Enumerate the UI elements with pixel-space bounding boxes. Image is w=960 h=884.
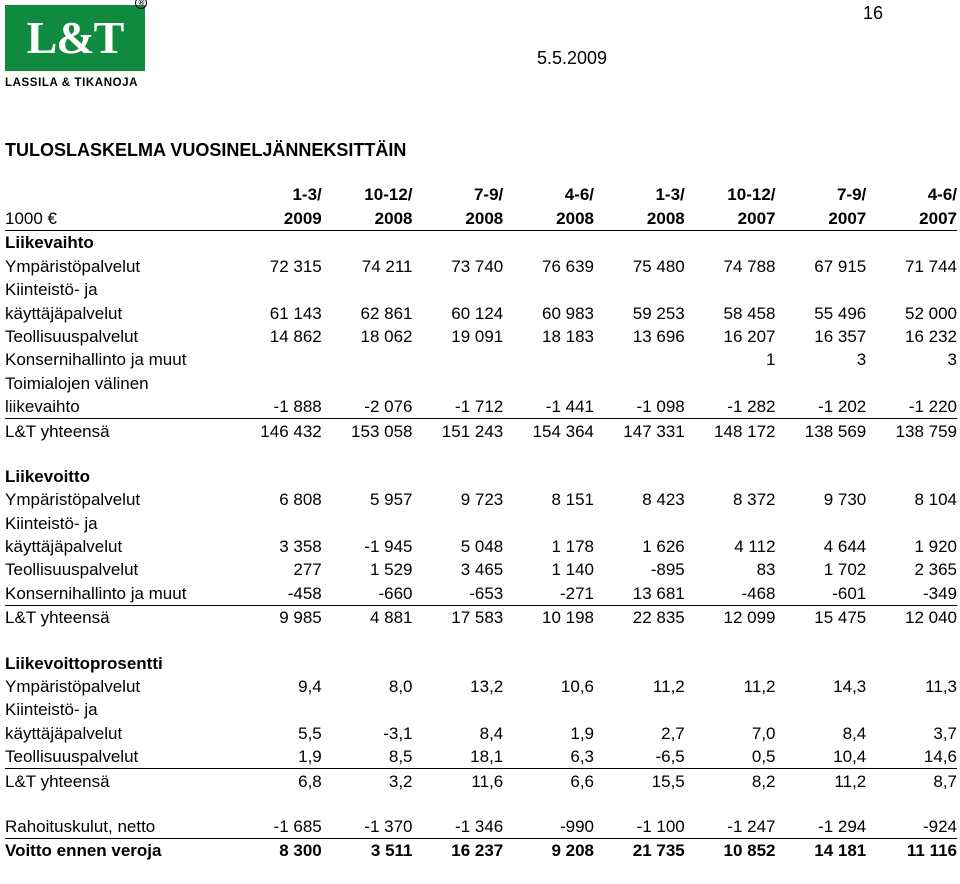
value-cell: 15,5 xyxy=(594,769,685,793)
value-cell: -1 945 xyxy=(364,537,413,557)
value-cell: 8 104 xyxy=(914,490,957,510)
table-row xyxy=(5,325,957,348)
row-label: Teollisuuspalvelut xyxy=(5,326,139,346)
value-cell: 19 091 xyxy=(451,326,504,346)
value-cell: 16 232 xyxy=(905,326,957,346)
value-cell xyxy=(594,698,685,721)
column-period-header: 1-3/ xyxy=(655,185,685,204)
company-logo xyxy=(5,0,145,89)
value-cell xyxy=(231,278,322,301)
value-cell: -1 685 xyxy=(273,816,322,836)
value-cell: 5 048 xyxy=(460,537,504,557)
value-cell: 3 xyxy=(947,350,957,370)
value-cell: 138 569 xyxy=(776,419,867,443)
table-row xyxy=(5,558,957,581)
table-row xyxy=(5,698,957,721)
value-cell: 14,6 xyxy=(923,747,957,767)
value-cell: -1 888 xyxy=(273,397,322,417)
value-cell: 74 788 xyxy=(723,256,776,276)
value-cell xyxy=(866,371,957,394)
value-cell: -1 220 xyxy=(908,397,957,417)
value-cell: 11,2 xyxy=(743,677,776,697)
table-row xyxy=(5,488,957,511)
value-cell xyxy=(322,698,413,721)
document-date: 5.5.2009 xyxy=(537,48,608,68)
total-row xyxy=(5,419,957,443)
value-cell: -1 247 xyxy=(727,816,776,836)
value-cell xyxy=(776,371,867,394)
value-cell: 15 475 xyxy=(776,605,867,629)
value-cell xyxy=(594,511,685,534)
value-cell: -458 xyxy=(287,583,322,603)
value-cell: 9 723 xyxy=(460,490,504,510)
value-cell: -2 076 xyxy=(364,397,413,417)
value-cell: 18 183 xyxy=(542,326,594,346)
value-cell: 3 358 xyxy=(279,537,322,557)
value-cell: 60 124 xyxy=(451,303,504,323)
company-name: LASSILA & TIKANOJA xyxy=(5,77,139,89)
value-cell: 67 915 xyxy=(814,256,867,276)
registered-mark: ® xyxy=(135,0,147,9)
value-cell: 1 140 xyxy=(551,560,594,580)
value-cell: 147 331 xyxy=(594,419,685,443)
column-year-header: 2008 xyxy=(413,206,504,231)
value-cell: 2 365 xyxy=(914,560,957,580)
section-heading: Liikevoitto xyxy=(5,466,91,486)
value-cell: 71 744 xyxy=(905,256,957,276)
value-cell: 5 957 xyxy=(369,490,413,510)
value-cell: 58 458 xyxy=(723,303,776,323)
value-cell: 8,2 xyxy=(685,769,776,793)
value-cell: 1 529 xyxy=(369,560,413,580)
value-cell xyxy=(413,511,504,534)
spacer-row xyxy=(5,629,957,651)
spacer-row xyxy=(5,793,957,815)
value-cell: 1,9 xyxy=(570,723,594,743)
value-cell: 1 920 xyxy=(914,537,957,557)
column-period-header: 4-6/ xyxy=(564,185,594,204)
value-cell: 18,1 xyxy=(470,747,504,767)
value-cell: 6,8 xyxy=(231,769,322,793)
table-body xyxy=(5,231,957,863)
value-cell: 52 000 xyxy=(905,303,957,323)
value-cell: 12 099 xyxy=(685,605,776,629)
value-cell xyxy=(685,278,776,301)
value-cell xyxy=(866,511,957,534)
value-cell: 3,2 xyxy=(322,769,413,793)
column-period-header: 4-6/ xyxy=(927,185,957,204)
value-cell: -1 098 xyxy=(636,397,685,417)
value-cell: -1 202 xyxy=(818,397,867,417)
value-cell xyxy=(503,278,594,301)
value-cell: 138 759 xyxy=(866,419,957,443)
value-cell: 14,3 xyxy=(833,677,867,697)
column-year-header: 2008 xyxy=(594,206,685,231)
value-cell: 8 151 xyxy=(551,490,594,510)
row-label: liikevaihto xyxy=(5,397,80,417)
value-cell: 153 058 xyxy=(322,419,413,443)
value-cell: 59 253 xyxy=(632,303,685,323)
value-cell: 22 835 xyxy=(594,605,685,629)
value-cell: 16 207 xyxy=(723,326,776,346)
table-row xyxy=(5,371,957,394)
column-year-header: 2008 xyxy=(503,206,594,231)
value-cell: 6,6 xyxy=(503,769,594,793)
table-row xyxy=(5,745,957,769)
column-year-header: 2007 xyxy=(866,206,957,231)
table-row xyxy=(5,301,957,324)
value-cell: 8,7 xyxy=(866,769,957,793)
value-cell: 11,2 xyxy=(776,769,867,793)
value-cell: -1 712 xyxy=(455,397,504,417)
value-cell: 1 626 xyxy=(642,537,685,557)
table-row xyxy=(5,675,957,698)
value-cell xyxy=(231,371,322,394)
value-cell: 0,5 xyxy=(751,747,776,767)
value-cell: 1,9 xyxy=(298,747,322,767)
value-cell: 17 583 xyxy=(413,605,504,629)
section-heading: Liikevaihto xyxy=(5,233,94,253)
row-label: Konsernihallinto ja muut xyxy=(5,350,187,370)
value-cell: 76 639 xyxy=(542,256,594,276)
value-cell xyxy=(594,371,685,394)
value-cell xyxy=(322,511,413,534)
table-row xyxy=(5,395,957,419)
value-cell: 73 740 xyxy=(451,256,504,276)
value-cell: 9,4 xyxy=(298,677,322,697)
value-cell: 14 181 xyxy=(776,838,867,862)
value-cell: 6,3 xyxy=(570,747,594,767)
logo-mark xyxy=(5,0,145,71)
column-period-header: 10-12/ xyxy=(364,185,413,204)
table-row xyxy=(5,815,957,839)
value-cell xyxy=(776,278,867,301)
value-cell xyxy=(594,348,685,371)
value-cell: 8 300 xyxy=(231,838,322,862)
value-cell: -660 xyxy=(378,583,413,603)
value-cell: 6 808 xyxy=(279,490,322,510)
value-cell: 7,0 xyxy=(751,723,776,743)
value-cell: -468 xyxy=(741,583,776,603)
table-row xyxy=(5,254,957,277)
value-cell: 8 372 xyxy=(732,490,776,510)
row-label: L&T yhteensä xyxy=(5,769,231,793)
section-heading-row xyxy=(5,651,957,674)
value-cell: 2,7 xyxy=(661,723,685,743)
value-cell: 151 243 xyxy=(413,419,504,443)
value-cell: 1 178 xyxy=(551,537,594,557)
row-label: Teollisuuspalvelut xyxy=(5,560,139,580)
row-label: käyttäjäpalvelut xyxy=(5,303,123,323)
column-period-header: 10-12/ xyxy=(727,185,776,204)
value-cell xyxy=(685,698,776,721)
header-empty-cell xyxy=(5,182,231,206)
row-label: Ympäristöpalvelut xyxy=(5,490,141,510)
value-cell: 55 496 xyxy=(814,303,867,323)
income-statement-table xyxy=(5,182,957,862)
value-cell: -601 xyxy=(832,583,867,603)
value-cell: 8 423 xyxy=(642,490,685,510)
row-label: Toimialojen välinen xyxy=(5,373,149,393)
value-cell: 154 364 xyxy=(503,419,594,443)
value-cell xyxy=(322,278,413,301)
value-cell: -653 xyxy=(469,583,504,603)
column-year-header: 2007 xyxy=(685,206,776,231)
table-row xyxy=(5,278,957,301)
value-cell: 9 985 xyxy=(231,605,322,629)
value-cell: 74 211 xyxy=(361,256,413,276)
value-cell: 3 511 xyxy=(322,838,413,862)
row-label: Kiinteistö- ja xyxy=(5,513,98,533)
column-year-header: 2009 xyxy=(231,206,322,231)
row-label: Kiinteistö- ja xyxy=(5,280,98,300)
value-cell: 11,3 xyxy=(925,677,957,697)
value-cell: 146 432 xyxy=(231,419,322,443)
value-cell: 14 862 xyxy=(269,326,322,346)
value-cell: 11,2 xyxy=(652,677,685,697)
value-cell: 9 730 xyxy=(823,490,867,510)
value-cell: -1 100 xyxy=(636,816,685,836)
row-label: Voitto ennen veroja xyxy=(5,838,231,862)
row-label: L&T yhteensä xyxy=(5,605,231,629)
value-cell: -1 441 xyxy=(545,397,594,417)
header-row-periods xyxy=(5,182,957,206)
spacer-cell xyxy=(5,443,957,465)
value-cell xyxy=(685,371,776,394)
value-cell xyxy=(776,698,867,721)
value-cell: -990 xyxy=(559,816,594,836)
value-cell: 13,2 xyxy=(470,677,504,697)
value-cell: 21 735 xyxy=(594,838,685,862)
value-cell: 83 xyxy=(756,560,776,580)
value-cell: 12 040 xyxy=(866,605,957,629)
value-cell: -924 xyxy=(922,816,957,836)
value-cell: 3,7 xyxy=(933,723,957,743)
column-period-header: 7-9/ xyxy=(836,185,867,204)
value-cell: 8,4 xyxy=(842,723,867,743)
value-cell: 5,5 xyxy=(298,723,322,743)
row-label: käyttäjäpalvelut xyxy=(5,537,123,557)
column-year-header: 2007 xyxy=(776,206,867,231)
total-row xyxy=(5,769,957,793)
row-label: Konsernihallinto ja muut xyxy=(5,583,187,603)
value-cell: 75 480 xyxy=(632,256,685,276)
value-cell xyxy=(866,278,957,301)
value-cell: -271 xyxy=(559,583,594,603)
value-cell: 10,6 xyxy=(560,677,594,697)
table-row xyxy=(5,581,957,605)
value-cell xyxy=(413,698,504,721)
value-cell: 3 xyxy=(856,350,867,370)
value-cell xyxy=(866,698,957,721)
page-number: 16 xyxy=(862,3,883,23)
value-cell xyxy=(413,348,504,371)
value-cell xyxy=(413,278,504,301)
value-cell: 4 112 xyxy=(734,537,776,557)
value-cell: 8,0 xyxy=(388,677,413,697)
value-cell: 1 xyxy=(766,350,776,370)
value-cell: 13 681 xyxy=(632,583,685,603)
value-cell: 16 237 xyxy=(413,838,504,862)
value-cell: -3,1 xyxy=(383,723,413,743)
value-cell xyxy=(503,698,594,721)
total-row xyxy=(5,605,957,629)
value-cell xyxy=(503,511,594,534)
value-cell: 10 852 xyxy=(685,838,776,862)
value-cell: 16 357 xyxy=(814,326,867,346)
value-cell: 9 208 xyxy=(503,838,594,862)
value-cell xyxy=(413,371,504,394)
value-cell: 4 644 xyxy=(823,537,867,557)
value-cell: 13 696 xyxy=(632,326,685,346)
value-cell: -1 370 xyxy=(364,816,413,836)
row-label: käyttäjäpalvelut xyxy=(5,723,123,743)
table-row xyxy=(5,721,957,744)
section-heading: Liikevoittoprosentti xyxy=(5,653,163,673)
column-period-header: 7-9/ xyxy=(473,185,504,204)
value-cell: 3 465 xyxy=(460,560,504,580)
value-cell: 1 702 xyxy=(823,560,867,580)
value-cell: -6,5 xyxy=(655,747,685,767)
value-cell: 277 xyxy=(293,560,322,580)
value-cell xyxy=(503,348,594,371)
unit-label: 1000 € xyxy=(5,206,231,231)
table-row xyxy=(5,348,957,371)
value-cell: -1 294 xyxy=(818,816,867,836)
header-row-years xyxy=(5,206,957,231)
value-cell xyxy=(322,348,413,371)
spacer-cell xyxy=(5,629,957,651)
spacer-cell xyxy=(5,793,957,815)
value-cell: 61 143 xyxy=(269,303,322,323)
value-cell: -1 346 xyxy=(455,816,504,836)
value-cell: 8,4 xyxy=(479,723,504,743)
value-cell: 11,6 xyxy=(413,769,504,793)
row-label: Kiinteistö- ja xyxy=(5,700,98,720)
value-cell xyxy=(231,511,322,534)
page-title: TULOSLASKELMA VUOSINELJÄNNEKSITTÄIN xyxy=(5,140,407,160)
value-cell: 11 116 xyxy=(866,838,957,862)
table-row xyxy=(5,535,957,558)
value-cell xyxy=(685,511,776,534)
value-cell: 62 861 xyxy=(360,303,413,323)
value-cell xyxy=(776,511,867,534)
value-cell: 18 062 xyxy=(360,326,413,346)
logo-text: L&T xyxy=(26,12,124,63)
value-cell: 60 983 xyxy=(542,303,594,323)
spacer-row xyxy=(5,443,957,465)
row-label: Ympäristöpalvelut xyxy=(5,256,141,276)
value-cell: -895 xyxy=(650,560,685,580)
value-cell xyxy=(231,698,322,721)
grand-total-row xyxy=(5,838,957,862)
column-year-header: 2008 xyxy=(322,206,413,231)
value-cell: 148 172 xyxy=(685,419,776,443)
value-cell: 4 881 xyxy=(322,605,413,629)
value-cell: 10,4 xyxy=(833,747,867,767)
value-cell xyxy=(503,371,594,394)
value-cell: 10 198 xyxy=(503,605,594,629)
value-cell: -349 xyxy=(922,583,957,603)
value-cell: -1 282 xyxy=(727,397,776,417)
row-label: Teollisuuspalvelut xyxy=(5,747,139,767)
column-period-header: 1-3/ xyxy=(292,185,322,204)
value-cell: 8,5 xyxy=(388,747,413,767)
value-cell xyxy=(594,278,685,301)
row-label: L&T yhteensä xyxy=(5,419,231,443)
value-cell xyxy=(231,348,322,371)
row-label: Ympäristöpalvelut xyxy=(5,677,141,697)
table-row xyxy=(5,511,957,534)
value-cell xyxy=(322,371,413,394)
section-heading-row xyxy=(5,231,957,255)
row-label: Rahoituskulut, netto xyxy=(5,816,156,836)
section-heading-row xyxy=(5,465,957,488)
value-cell: 72 315 xyxy=(269,256,322,276)
